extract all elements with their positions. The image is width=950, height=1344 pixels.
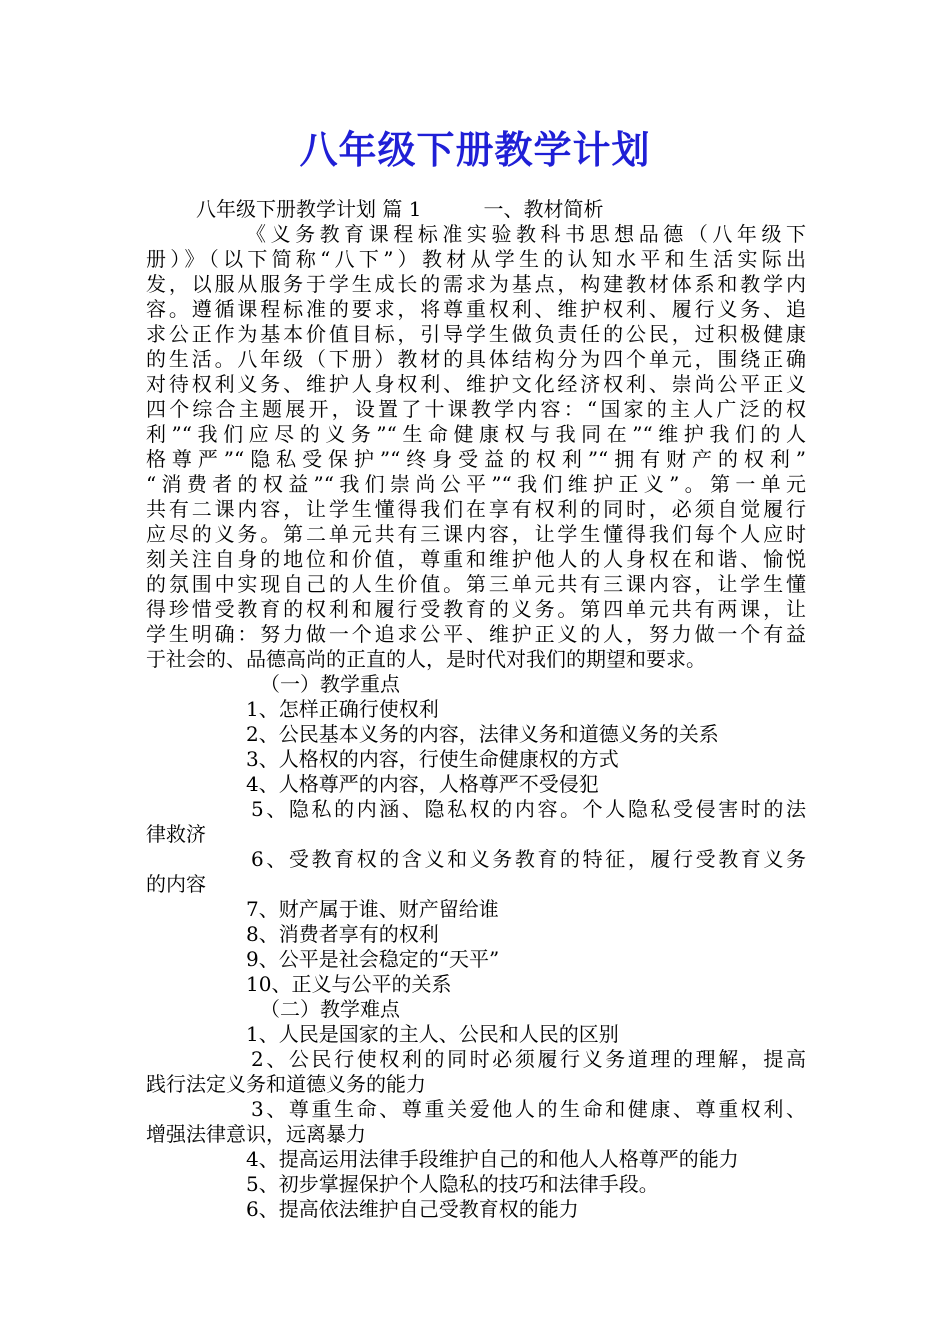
difficulties-list: [146, 1022, 806, 1222]
intro-line: “消费者的权益”“我们崇尚公平”“我们维护正义”。第一单元: [146, 472, 806, 496]
section-heading-materials: 一、教材简析: [483, 197, 604, 221]
list-item: 2、公民行使权利的同时必须履行义务道理的理解，提高: [251, 1047, 806, 1071]
intro-line: 容。遵循课程标准的要求，将尊重权利、维护权利、履行义务、追: [146, 297, 806, 321]
list-item-continuation: 增强法律意识，远离暴力: [146, 1122, 366, 1146]
intro-line: 对待权利义务、维护人身权利、维护文化经济权利、崇尚公平正义: [146, 372, 806, 396]
intro-line: 求公正作为基本价值目标，引导学生做负责任的公民，过积极健康: [146, 322, 806, 346]
intro-line: 格尊严”“隐私受保护”“终身受益的权利”“拥有财产的权利”: [146, 447, 806, 471]
list-item: 4、提高运用法律手段维护自己的和他人人格尊严的能力: [246, 1147, 739, 1171]
document-body: [146, 197, 806, 1222]
intro-line: 应尽的义务。第二单元共有三课内容，让学生懂得我们每个人应时: [146, 522, 806, 546]
intro-line: 册）》（以下简称“八下”）教材从学生的认知水平和生活实际出: [146, 247, 806, 271]
list-item: 3、尊重生命、尊重关爱他人的生命和健康、尊重权利、: [251, 1097, 806, 1121]
intro-line: 《义务教育课程标准实验教科书思想品德（八年级下: [246, 222, 806, 246]
list-item: 5、隐私的内涵、隐私权的内容。个人隐私受侵害时的法: [251, 797, 806, 821]
list-item: 10、正义与公平的关系: [246, 972, 452, 996]
list-item: 1、怎样正确行使权利: [246, 697, 439, 721]
list-item: 4、人格尊严的内容，人格尊严不受侵犯: [246, 772, 599, 796]
list-item: 9、公平是社会稳定的“天平”: [246, 947, 500, 971]
intro-line: 的氛围中实现自己的人生价值。第三单元共有三课内容，让学生懂: [146, 572, 806, 596]
section-subheading: [146, 197, 806, 222]
intro-paragraph: [146, 222, 806, 672]
list-item: 7、财产属于谁、财产留给谁: [246, 897, 499, 921]
list-item: 6、提高依法维护自己受教育权的能力: [246, 1197, 579, 1221]
list-item: 6、受教育权的含义和义务教育的特征，履行受教育义务: [251, 847, 806, 871]
list-item-continuation: 践行法定义务和道德义务的能力: [146, 1072, 426, 1096]
difficulties-heading: （二）教学难点: [260, 997, 400, 1021]
intro-line: 得珍惜受教育的权利和履行受教育的义务。第四单元共有两课，让: [146, 597, 806, 621]
key-points-heading: （一）教学重点: [260, 672, 400, 696]
key-points-list: [146, 697, 806, 997]
list-item: 1、人民是国家的主人、公民和人民的区别: [246, 1022, 619, 1046]
intro-line: 发，以服从服务于学生成长的需求为基点，构建教材体系和教学内: [146, 272, 806, 296]
list-item: 3、人格权的内容，行使生命健康权的方式: [246, 747, 619, 771]
document-title: 八年级下册教学计划: [299, 128, 651, 172]
list-item-continuation: 律救济: [146, 822, 206, 846]
plan-label: 八年级下册教学计划 篇 1: [196, 197, 422, 221]
intro-line: 利”“我们应尽的义务”“生命健康权与我同在”“维护我们的人: [146, 422, 806, 446]
intro-line: 学生明确：努力做一个追求公平、维护正义的人，努力做一个有益: [146, 622, 806, 646]
list-item: 8、消费者享有的权利: [246, 922, 439, 946]
intro-line: 的生活。八年级（下册）教材的具体结构分为四个单元，围绕正确: [146, 347, 806, 371]
intro-line: 刻关注自身的地位和价值，尊重和维护他人的人身权在和谐、愉悦: [146, 547, 806, 571]
list-item: 5、初步掌握保护个人隐私的技巧和法律手段。: [246, 1172, 659, 1196]
list-item: 2、公民基本义务的内容，法律义务和道德义务的关系: [246, 722, 719, 746]
intro-line: 共有二课内容，让学生懂得我们在享有权利的同时，必须自觉履行: [146, 497, 806, 521]
list-item-continuation: 的内容: [146, 872, 206, 896]
intro-line: 于社会的、品德高尚的正直的人，是时代对我们的期望和要求。: [146, 647, 706, 671]
intro-line: 四个综合主题展开，设置了十课教学内容：“国家的主人广泛的权: [146, 397, 806, 421]
